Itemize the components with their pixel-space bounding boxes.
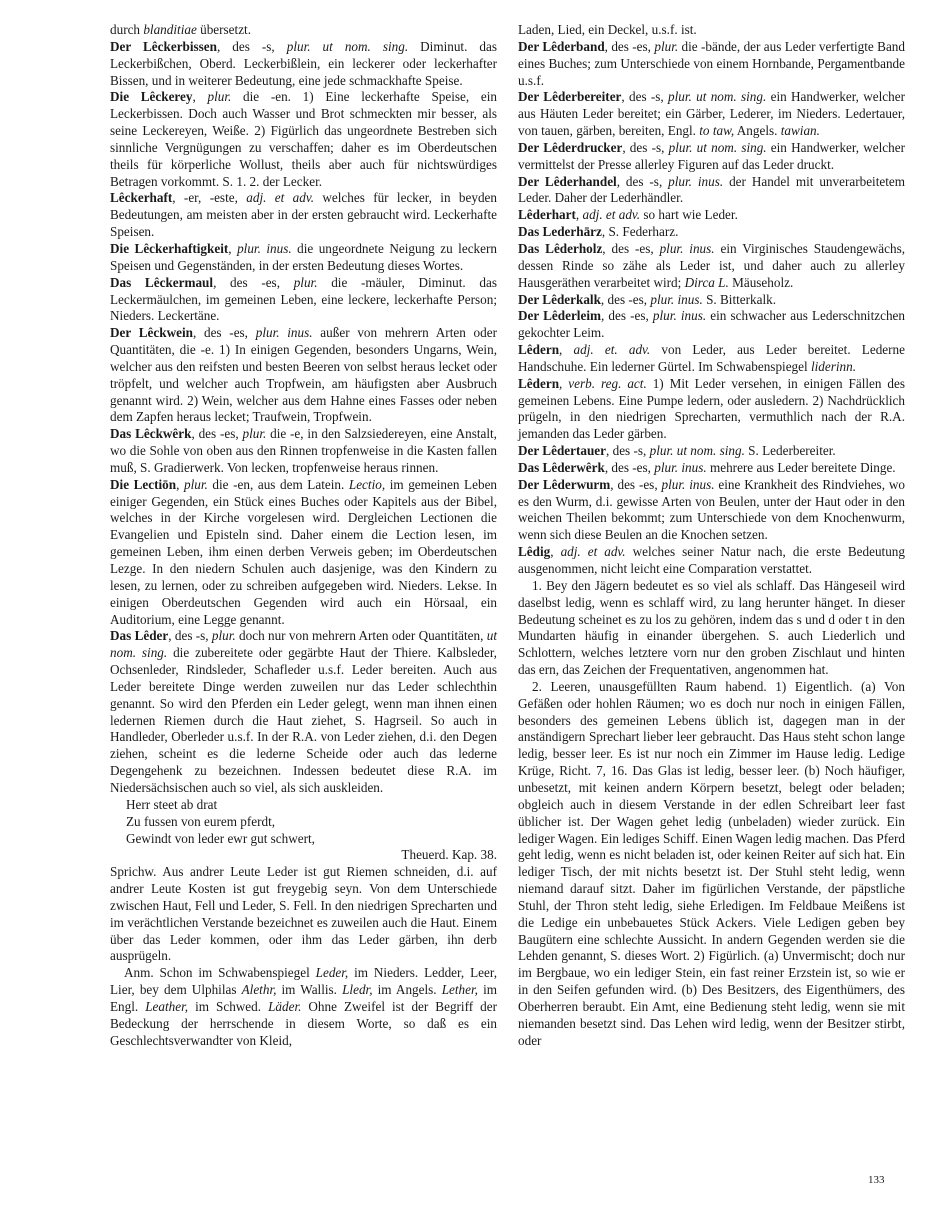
entry-text: , des -es, bbox=[600, 291, 651, 307]
entry-headword: Der Lêderkalk bbox=[518, 291, 601, 307]
entry-text: außer von mehrern Arten oder Quantitäten, die -e. 1) In einigen Gegenden, besonders Ungarns, Wein, welcher aus den reifsten und besten Beeren von selbst heraus lecket oder tröpfelt, und welcher auch Tropfwein, am häufigsten aber Ausbruch genannt wird. 2) Wein, welcher aus dem Hahne eines Fasses oder neben dem Zapfen heraus lecket; Traufwein, Tropfwein. bbox=[110, 325, 497, 425]
entry-text: 2. Leeren, unausgefüllten Raum habend. 1) Eigentlich. (a) Von Gefäßen oder hohlen Räumen; wo es doch nur noch in einigen Fällen, besonders des gemeinen Lebens üblich ist, dagegen man in der anständigern Sprechart lieber leer gebraucht. Das Haus steht schon lange ledig, besser leer. Es ist nur noch ein Zimmer im Hause ledig. Ledige Krüge, Richt. 7, 16. Das Glas ist ledig, besser leer. (b) Noch häufiger, unbesetzt, mit keinen andern Körpern besetzt, belegt oder beladen; obgleich auch in diesem Verstande in der edlen Schreibart leer fast üblicher ist. Der Wagen gehet ledig (unbeladen) wieder zurück. Ein lediger Wagen. Ein lediges Schiff. Einen Wagen ledig machen. Das Pferd geht ledig, wenn es nicht beladen ist, oder keinen Reiter auf sich hat. Ein lediger Tisch, der mit nichts besetzt ist. Der Stuhl steht ledig, wenn niemand darauf sitzt. Daher im figürlichen Verstande, der päpstliche Stuhl, der Thron steht ledig, siehe Erledigen. Im Feldbaue Meißens ist die Ledige ein unbebauetes Stück Ackers. Viele Ledigen geben bey Baugütern eine schlechte Aussicht. In andern Gegenden werden sie die Lehden genannt, S. dieses Wort. 2) Figürlich. (a) Unvermischt; doch nur im Bergbaue, wo ein lediger Stein, ein fast reiner Erzstein ist, so wie er in den Seifen gefunden wird. (b) Des Besitzers, des Eigenthümers, des Oberherren beraubt. Ein Amt, eine Bedienung steht ledig, wenn sie mit niemanden besetzt sind. Das Lehen wird ledig, wenn der Besitzer stirbt, oder bbox=[518, 678, 905, 1048]
entry-text: , des -s, bbox=[621, 89, 669, 105]
dictionary-entry bbox=[518, 342, 905, 376]
verse-quote bbox=[110, 797, 497, 864]
left-entries bbox=[110, 22, 497, 797]
entry-italic-term: plur. ut nom. sing. bbox=[286, 38, 409, 54]
entry-text: Anm. Schon im Schwabenspiegel bbox=[124, 965, 316, 981]
entry-italic-term: plur. ut nom. sing. bbox=[668, 89, 767, 105]
entry-headword: Der Lêdertauer bbox=[518, 443, 607, 459]
entry-headword: Lêckerhaft bbox=[110, 190, 173, 206]
entry-text: , des -s, bbox=[616, 173, 669, 189]
entry-italic-term: plur. inus. bbox=[661, 476, 715, 492]
entry-headword: Der Lêderdrucker bbox=[518, 139, 623, 155]
entry-text: ein schwacher aus Lederschnitzchen gekochter Leim. bbox=[518, 308, 905, 341]
entry-text: welches seiner Natur nach, die erste Bedeutung ausgenommen, nicht leicht eine Comparation verstattet. bbox=[518, 544, 905, 576]
dictionary-entry bbox=[518, 22, 905, 39]
entry-headword: Die Lêckerey bbox=[110, 89, 193, 105]
entry-text: , des -es, bbox=[610, 476, 662, 492]
entry-headword: Lêderhart bbox=[518, 207, 576, 223]
entry-italic-term: plur. bbox=[293, 274, 318, 290]
left-entries-after bbox=[110, 864, 497, 1049]
entry-headword: Der Lêderband bbox=[518, 38, 605, 54]
entry-text: , des -es, bbox=[192, 325, 256, 341]
entry-italic-term: plur. bbox=[654, 38, 679, 54]
entry-headword: Der Lêckwein bbox=[110, 325, 193, 341]
entry-headword: Die Lectiōn bbox=[110, 476, 177, 492]
entry-headword: Lêdern bbox=[518, 375, 560, 391]
entry-text: der Handel mit unverarbeitetem Leder. Daher der Lederhändler. bbox=[518, 173, 905, 206]
entry-text: Mäuseholz. bbox=[728, 274, 794, 290]
entry-text: , bbox=[192, 89, 208, 105]
entry-italic-term: adj. et. adv. bbox=[573, 342, 651, 358]
entry-text: von Leder, aus Leder bereitet. Lederne Handschuhe. Ein lederner Gürtel. Im Schwabenspiegel bbox=[518, 342, 905, 374]
entry-text: die ungeordnete Neigung zu leckern Speisen und Gegenständen, in der ersten Bedeutung dieses Wortes. bbox=[110, 240, 497, 273]
dictionary-entry bbox=[110, 325, 497, 426]
entry-text: , des -es, bbox=[213, 274, 294, 290]
entry-headword: Der Lêderbereiter bbox=[518, 89, 622, 105]
entry-text: Sprichw. Aus andrer Leute Leder ist gut Riemen schneiden, d.i. auf andrer Leute Kosten ist gut freygebig seyn. Von dem Unterschiede zwischen Haut, Fell und Leder, S. Fell. In den niedrigen Sprecharten und im verächtlichen Verstande bezeichnet es zuweilen auch die Haut. Einem über das Leder kommen, oder ihm das Leder gärben, ihn derb ausprügeln. bbox=[110, 864, 497, 964]
entry-text: , bbox=[176, 476, 185, 492]
entry-text: doch nur von mehrern Arten oder Quantitäten, bbox=[235, 628, 487, 644]
entry-text: die zubereitete oder gegärbte Haut der Thiere. Kalbsleder, Ochsenleder, Rindsleder, Schafleder u.s.f. Leder bereiten. Auch aus Leder bereitete Dinge werden zuweilen nur das Leder schlechthin genannt. So wird den Pferden ein Leder gelegt, wenn man ihnen einen ledernen Riemen durch die Haut ziehet, S. Hagrseil. So auch in Handleder, Oberleder u.s.f. In der R.A. von Leder ziehen, d.i. den Degen ziehen, scheint es die lederne Scheide oder auch das lederne Degengehenk zu bezeichnen. Indessen bedeutet diese R.A. im Niedersächsischen auch so viel, als sich auskleiden. bbox=[110, 645, 497, 795]
dictionary-entry bbox=[518, 39, 905, 90]
entry-headword: Der Lêderleim bbox=[518, 308, 601, 324]
left-column bbox=[110, 22, 497, 1049]
entry-italic-term: plur. inus. bbox=[650, 291, 703, 307]
dictionary-entry bbox=[518, 679, 905, 1050]
entry-text: , des -s, bbox=[168, 628, 212, 644]
entry-text: , bbox=[575, 207, 583, 223]
entry-italic-term: plur. bbox=[184, 476, 208, 492]
entry-italic-term: plur. inus. bbox=[237, 240, 292, 256]
entry-text: 1) Mit Leder versehen, in einigen Fällen des gemeinen Lebens. Eine Pumpe ledern, oder ausledern. 2) Nachdrücklich prügeln, in den niedrigen Sprecharten, vermuthlich nach der R.A. jemanden das Leder gärben. bbox=[518, 375, 906, 442]
entry-headword: Der Lêderhandel bbox=[518, 173, 617, 189]
dictionary-entry bbox=[518, 308, 905, 342]
dictionary-entry bbox=[518, 174, 905, 208]
right-column bbox=[518, 22, 905, 1049]
entry-text: mehrere aus Leder bereitete Dinge. bbox=[706, 459, 896, 475]
dictionary-entry bbox=[110, 89, 497, 190]
entry-italic-term: plur. inus. bbox=[652, 308, 707, 324]
entry-headword: Das Lêckwêrk bbox=[110, 426, 192, 442]
entry-text: , -er, -este, bbox=[172, 190, 247, 206]
entry-headword: Die Lêckerhaftigkeit bbox=[110, 240, 229, 256]
entry-text: im gemeinen Leben einiger Gegenden, ein Stück eines Buches oder Kapitels aus der Bibel, welches in der Kirche vorgelesen wird. Dergleichen Lectionen die Evangelien und Episteln sind. Daher einem die Lection lesen, im gemeinen Leben, ihm einen derben Verweis geben; im Oberdeutschen Lezge. In den niedern Schulen auch dasjenige, was den Kindern zu lesen, zu lernen, oder zu schreiben aufgegeben wird. Nieders. Lekse. In einigen Oberdeutschen Gegenden wird auch ein Hörsaal, ein Auditorium, eine Legge genannt. bbox=[110, 476, 498, 627]
entry-italic-term: adj. et adv. bbox=[560, 544, 626, 560]
entry-text: ein Virginisches Staudengewächs, dessen Rinde so zähe als Leder ist, und daher auch zu allerley Hausgeräthen verarbeitet wird; bbox=[518, 240, 905, 290]
dictionary-entry bbox=[518, 443, 905, 460]
entry-italic-term: Lectio, bbox=[348, 476, 386, 492]
entry-text: die -en, aus dem Latein. bbox=[207, 476, 349, 492]
entry-italic-term: liderinn. bbox=[810, 358, 857, 374]
right-entries bbox=[518, 22, 905, 1049]
entry-text: Laden, Lied, ein Deckel, u.s.f. ist. bbox=[518, 22, 697, 37]
dictionary-entry bbox=[110, 275, 497, 326]
dictionary-entry bbox=[110, 477, 497, 629]
entry-italic-term: plur. bbox=[207, 89, 232, 105]
dictionary-entry bbox=[110, 241, 497, 275]
entry-italic-term: adj. et adv. bbox=[246, 190, 314, 206]
dictionary-entry bbox=[518, 460, 905, 477]
dictionary-entry bbox=[518, 578, 905, 679]
entry-italic-term: verb. reg. act. bbox=[568, 375, 647, 391]
entry-text: die -en. 1) Eine leckerhafte Speise, ein Leckerbissen. Doch auch Wasser und Brot schmeckten mir besser, als seine Leckereyen, Weiße. 2) Figürlich das ungeordnete Bestreben sich sinnliche Vergnügungen zu verschaffen; daher es im Oberdeutschen theils für körperliche Wollust, theils aber auch für nichtswürdiges Betragen vorkommt. S. 1. 2. der Lecker. bbox=[110, 89, 498, 189]
entry-headword: Der Lêderwurm bbox=[518, 476, 611, 492]
dictionary-entry bbox=[110, 22, 497, 39]
entry-text: ein Handwerker, welcher aus Häuten Leder bereitet; ein Gärber, Lederer, im Nieders. Ledertauer, von tauen, gärben, bereiten, Engl. bbox=[518, 89, 905, 139]
entry-headword: Lêdig bbox=[518, 544, 551, 560]
entry-italic-term: plur. inus. bbox=[255, 325, 313, 341]
entry-headword: Das Lêckermaul bbox=[110, 274, 214, 290]
entry-text: , bbox=[559, 375, 569, 391]
entry-italic-term: plur. bbox=[211, 628, 236, 644]
entry-italic-term: Lledr, bbox=[342, 982, 373, 998]
entry-text: Ohne Zweifel ist der Begriff der Bedeckung der herrschende in diesem Worte, so daß es ein Geschlechtsverwandter von Kleid, bbox=[110, 998, 497, 1048]
entry-text: die -mäuler, Diminut. das Leckermäulchen, im gemeinen Leben, eine leckere, leckerhafte Person; Nieders. Leckertäne. bbox=[110, 274, 497, 324]
entry-text: im Schwed. bbox=[188, 998, 269, 1014]
entry-text: , bbox=[550, 544, 561, 560]
entry-text: Angels. bbox=[734, 123, 781, 139]
entry-italic-term: plur. ut nom. sing. bbox=[649, 443, 745, 459]
dictionary-entry bbox=[110, 39, 497, 90]
entry-italic-term: tawian. bbox=[780, 123, 820, 139]
entry-italic-term: Läder. bbox=[268, 998, 302, 1014]
verse-line: Zu fussen von eurem pferdt, bbox=[126, 813, 276, 829]
entry-headword: Lêdern bbox=[518, 342, 560, 358]
entry-italic-term: to taw, bbox=[699, 123, 735, 139]
entry-text: , des -es, bbox=[191, 426, 243, 442]
entry-text: , des -s, bbox=[622, 139, 669, 155]
entry-text: im Nieders. Ledder, Leer, Lier, bey dem Ulphilas bbox=[110, 965, 497, 998]
dictionary-entry bbox=[518, 376, 905, 443]
entry-text: so hart wie Leder. bbox=[640, 207, 738, 223]
dictionary-entry bbox=[110, 190, 497, 241]
entry-headword: Das Lêderholz bbox=[518, 240, 603, 256]
entry-italic-term: Lether, bbox=[441, 982, 478, 998]
entry-text: , des -es, bbox=[602, 240, 660, 256]
dictionary-entry bbox=[518, 241, 905, 292]
page-number: 133 bbox=[868, 1174, 885, 1186]
entry-text: welches für lecker, in beyden Bedeutungen, am meisten aber in der ersten gebraucht wird. Leckerhafte Speisen. bbox=[110, 190, 497, 240]
entry-text: im Engl. bbox=[110, 982, 497, 1014]
entry-text: , des -es, bbox=[600, 308, 653, 324]
dictionary-entry bbox=[518, 477, 905, 544]
entry-italic-term: plur. inus. bbox=[668, 173, 724, 189]
dictionary-entry bbox=[518, 207, 905, 224]
entry-italic-term: adj. et adv. bbox=[582, 207, 641, 223]
verse-line: Herr steet ab drat bbox=[126, 796, 218, 812]
entry-italic-term: blanditiae bbox=[143, 22, 197, 37]
entry-text: S. Lederbereiter. bbox=[744, 443, 836, 459]
entry-text: S. Bitterkalk. bbox=[702, 291, 777, 307]
entry-text: übersetzt. bbox=[196, 22, 252, 37]
entry-headword: Das Lederhārz bbox=[518, 224, 602, 240]
dictionary-entry bbox=[518, 544, 905, 578]
entry-italic-term: ut nom. sing. bbox=[110, 628, 497, 661]
entry-text: ein Handwerker, welcher vermittelst der Presse allerley Figuren auf das Leder druckt. bbox=[518, 139, 905, 172]
entry-text: die -bände, der aus Leder verfertigte Band eines Buches; zum Unterschiede von einem Hornbande, Pergamentbande u.s.f. bbox=[518, 38, 905, 88]
entry-text: im Wallis. bbox=[276, 982, 343, 998]
entry-text: eine Krankheit des Rindviehes, wo es den Wurm, d.i. gewisse Arten von Beulen, unter der Haut oder in den weichen Theilen bekommt; zum Unterschiede von dem Knochenwurm, wenn sich diese Beulen an die Knochen setzen. bbox=[518, 476, 905, 543]
entry-headword: Das Lêderwêrk bbox=[518, 459, 605, 475]
entry-text: , des -es, bbox=[604, 38, 655, 54]
dictionary-entry bbox=[110, 965, 497, 1049]
entry-italic-term: plur. inus. bbox=[659, 240, 715, 256]
entry-text: , bbox=[559, 342, 574, 358]
entry-text: durch bbox=[110, 22, 144, 37]
entry-headword: Der Lêckerbissen bbox=[110, 38, 217, 54]
entry-text: , des -s, bbox=[217, 38, 287, 54]
dictionary-entry bbox=[518, 224, 905, 241]
dictionary-entry bbox=[518, 140, 905, 174]
entry-text: , bbox=[228, 240, 238, 256]
entry-headword: Das Lêder bbox=[110, 628, 169, 644]
entry-italic-term: Alethr, bbox=[241, 982, 277, 998]
entry-italic-term: plur. inus. bbox=[654, 459, 707, 475]
entry-italic-term: plur. ut nom. sing. bbox=[668, 139, 767, 155]
verse-citation: Theuerd. Kap. 38. bbox=[401, 847, 497, 863]
entry-italic-term: plur. bbox=[242, 426, 267, 442]
dictionary-entry bbox=[110, 426, 497, 477]
entry-italic-term: Dirca L. bbox=[684, 274, 729, 290]
entry-italic-term: Leather, bbox=[145, 998, 189, 1014]
entry-text: Diminut. das Leckerbißchen, Oberd. Leckerbißlein, ein leckerer oder leckerhafter Bissen, und in weiterer Bedeutung, eine jede schmackhafte Speise. bbox=[110, 38, 497, 88]
entry-text: im Angels. bbox=[372, 982, 442, 998]
dictionary-entry bbox=[110, 628, 497, 796]
dictionary-entry bbox=[518, 89, 905, 140]
dictionary-entry bbox=[110, 864, 497, 965]
entry-text: 1. Bey den Jägern bedeutet es so viel als schlaff. Das Hängeseil wird daselbst ledig, wenn es schlaff wird, zu lang herunter hänget. In dieser Bedeutung scheinet es zu los zu gehören, indem das s und d oder t in den Mundarten häufig in einander übergehen. S. auch Liederlich und Schlottern, welches letztere vorn nur den groben Zischlaut und hinten das ern, das Zeichen der Frequentativen, angenommen hat. bbox=[518, 577, 905, 678]
verse-line: Gewindt von leder ewr gut schwert, bbox=[126, 830, 315, 846]
entry-text: , des -s, bbox=[606, 443, 650, 459]
entry-italic-term: Leder, bbox=[315, 965, 349, 981]
entry-text: die -e, in den Salzsiedereyen, eine Anstalt, wo die Sohle von oben aus den Rinnen tropfenweise in die Kasten fallen muß, S. Gradierwerk. Von lecken, tropfenweise heraus rinnen. bbox=[110, 426, 497, 475]
dictionary-entry bbox=[518, 292, 905, 309]
entry-text: , S. Federharz. bbox=[601, 224, 679, 240]
entry-text: , des -es, bbox=[604, 459, 655, 475]
